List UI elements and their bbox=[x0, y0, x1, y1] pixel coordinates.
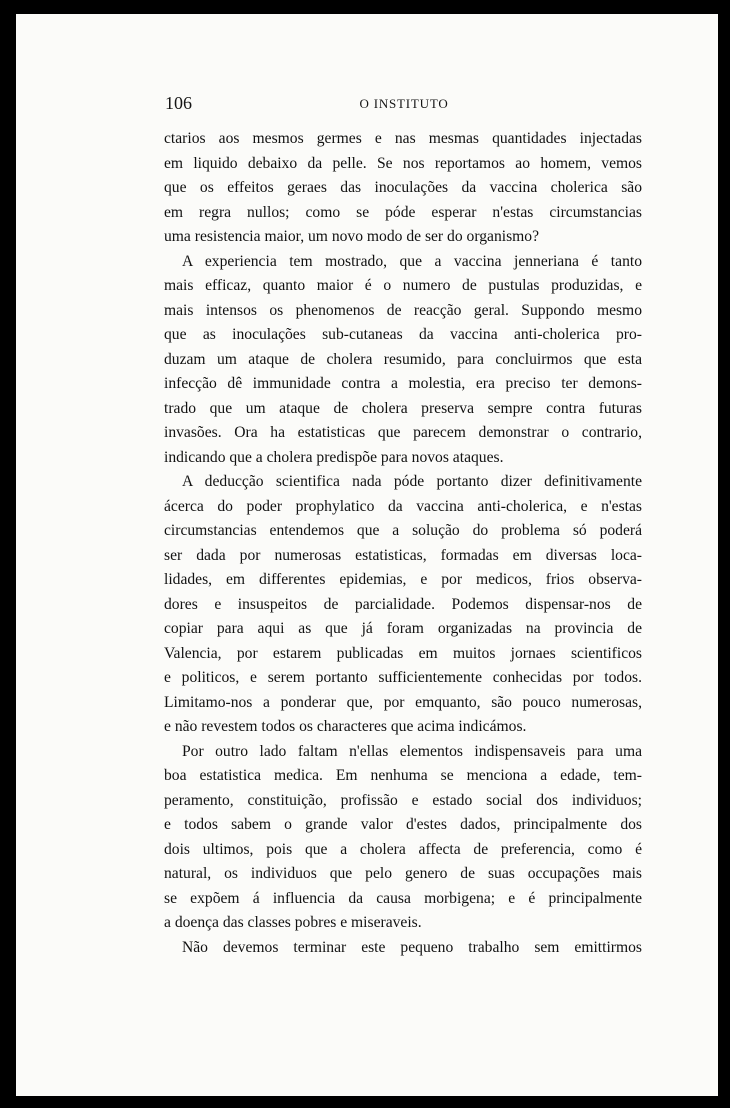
text-line: duzam um ataque de cholera resumido, para concluirmos que esta bbox=[164, 350, 642, 368]
text-line: que as inoculações sub-cutaneas da vaccina anti-cholerica pro- bbox=[164, 326, 642, 343]
text-line: indicando que a cholera predispõe para novos ataques. bbox=[164, 448, 504, 466]
paragraph bbox=[164, 936, 642, 961]
text-line: lidades, em differentes epidemias, e por medicos, frios observa- bbox=[164, 571, 642, 588]
page-number: 106 bbox=[165, 93, 192, 113]
text-line: mais efficaz, quanto maior é o numero de pustulas produzidas, e bbox=[164, 277, 642, 294]
paragraph bbox=[164, 250, 642, 471]
text-line: Por outro lado faltam n'ellas elementos indispensaveis para uma bbox=[182, 742, 642, 760]
text-line: Não devemos terminar este pequeno trabalho sem emittirmos bbox=[182, 938, 642, 956]
text-line: infecção dê immunidade contra a molestia, era preciso ter demons- bbox=[164, 375, 642, 392]
text-line: ctarios aos mesmos germes e nas mesmas quantidades injectadas bbox=[164, 130, 642, 147]
text-line: copiar para aqui as que já foram organizadas na provincia de bbox=[164, 620, 642, 637]
paragraph bbox=[164, 127, 642, 250]
text-line: ser dada por numerosas estatisticas, formadas em diversas loca- bbox=[164, 546, 642, 564]
text-line: trado que um ataque de cholera preserva sempre contra futuras bbox=[164, 399, 642, 417]
text-line: em regra nullos; como se póde esperar n'estas circumstancias bbox=[164, 203, 642, 221]
book-page bbox=[16, 14, 718, 1096]
text-line: A experiencia tem mostrado, que a vaccina jenneriana é tanto bbox=[182, 252, 642, 270]
page-header bbox=[165, 93, 643, 115]
text-line: Limitamo-nos a ponderar que, por emquanto, são pouco numerosas, bbox=[164, 693, 642, 711]
text-line: que os effeitos geraes das inoculações da vaccina cholerica são bbox=[164, 179, 642, 196]
text-line: circumstancias entendemos que a solução do problema só poderá bbox=[164, 522, 642, 539]
text-line: Valencia, por estarem publicadas em muitos jornaes scientificos bbox=[164, 644, 642, 662]
text-line: uma resistencia maior, um novo modo de ser do organismo? bbox=[164, 228, 539, 245]
text-line: se expõem á influencia da causa morbigena; e é principalmente bbox=[164, 889, 642, 907]
text-line: dores e insuspeitos de parcialidade. Podemos dispensar-nos de bbox=[164, 595, 642, 613]
text-line: boa estatistica medica. Em nenhuma se menciona a edade, tem- bbox=[164, 767, 642, 784]
text-line: peramento, constituição, profissão e estado social dos individuos; bbox=[164, 791, 642, 809]
text-line: natural, os individuos que pelo genero de suas occupações mais bbox=[164, 865, 642, 882]
text-line: e todos sabem o grande valor d'estes dados, principalmente dos bbox=[164, 816, 642, 833]
text-line: a doença das classes pobres e miseraveis. bbox=[164, 914, 422, 931]
text-line: A deducção scientifica nada póde portanto dizer definitivamente bbox=[182, 473, 642, 490]
body-text bbox=[164, 127, 642, 960]
text-line: mais intensos os phenomenos de reacção geral. Suppondo mesmo bbox=[164, 301, 642, 319]
paragraph bbox=[164, 740, 642, 936]
running-title: O INSTITUTO bbox=[359, 96, 449, 111]
text-line: em liquido debaixo da pelle. Se nos reportamos ao homem, vemos bbox=[164, 154, 642, 172]
text-line: invasões. Ora ha estatisticas que parecem demonstrar o contrario, bbox=[164, 424, 642, 441]
paragraph bbox=[164, 470, 642, 740]
text-line: e politicos, e serem portanto sufficientemente conhecidas por todos. bbox=[164, 669, 642, 686]
text-line: dois ultimos, pois que a cholera affecta de preferencia, como é bbox=[164, 840, 642, 858]
text-line: e não revestem todos os characteres que acima indicámos. bbox=[164, 718, 527, 735]
text-line: ácerca do poder prophylatico da vaccina anti-cholerica, e n'estas bbox=[164, 497, 642, 515]
